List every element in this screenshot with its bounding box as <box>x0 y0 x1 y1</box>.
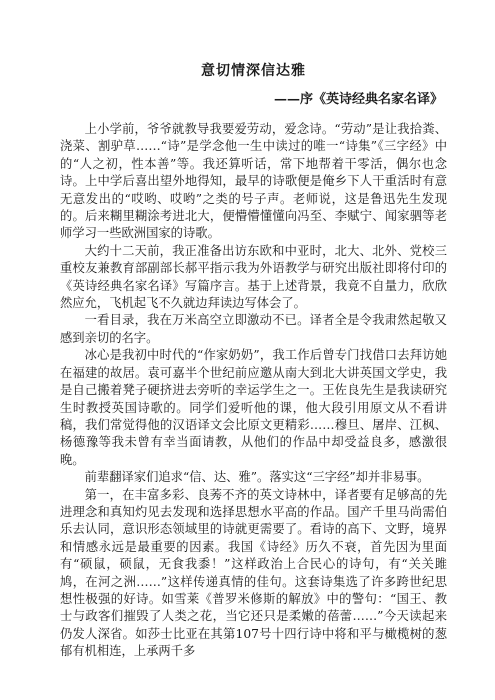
paragraph-4: 冰心是我初中时代的“作家奶奶”，我工作后曾专门找借口去拜访她在福建的故居。袁可嘉半个世纪前应邀从南大到北大讲英国文学史，我是自己搬着凳子硬挤进去旁听的幸运学生之一。王佐良先生是我读研究生时教授英国诗歌的。同学们爱听他的课，他大段引用原文从不看讲稿，我们常觉得他的汉语译文会比原文更精彩……穆旦、屠岸、江枫、杨德豫等我未曾有幸当面请教，从他们的作品中却受益良多，感激很晚。 <box>60 348 447 467</box>
paragraph-1: 上小学前，爷爷就教导我要爱劳动，爱念诗。“劳动”是让我拾粪、浇菜、割驴草……“诗”是学念他一生中读过的唯一“诗集”《三字经》中的“人之初，性本善”等。我还算听话，常下地帮着干零活，偶尔也念诗。上中学后喜出望外地得知，最早的诗歌便是俺乡下人干重活时有意无意发出的“哎哟、哎哟”之类的号子声。老师说，这是鲁迅先生发现的。后来糊里糊涂考进北大，便懵懵懂懂向冯至、李赋宁、闻家驷等老师学习一些欧洲国家的诗歌。 <box>60 122 447 241</box>
paragraph-6: 第一，在丰富多彩、良莠不齐的英文诗林中，译者要有足够高的先进理念和真知灼见去发现和选择思想水平高的作品。国产千里马尚需伯乐去认同，意识形态领域里的诗就更需要了。看诗的高下、文野，境界和情感永远是最重要的因素。我国《诗经》历久不衰，首先因为里面有“硕鼠，硕鼠，无食我黍！”这样政治上合民心的诗句，有“关关雎鸠，在河之洲……”这样传递真情的佳句。这套诗集选了许多跨世纪思想性极强的好诗。如雪莱《普罗米修斯的解放》中的警句：“国王、教士与政客们摧毁了人类之花，当它还只是柔嫩的蓓蕾……”今天读起来仍发人深省。如莎士比亚在其第107号十四行诗中将和平与橄榄树的葱郁有机相连，上承两千多 <box>60 487 447 659</box>
paragraph-3: 一看目录，我在万米高空立即激动不已。译者全是令我肃然起敬又感到亲切的名字。 <box>60 313 447 345</box>
paragraph-5: 前辈翻译家们追求“信、达、雅”。落实这“三字经”却并非易事。 <box>84 470 430 485</box>
paragraph-2: 大约十二天前，我正准备出访东欧和中亚时，北大、北外、党校三重校友兼教育部副部长郝平指示我为外语教学与研究出版社即将付印的《英诗经典名家名译》写篇序言。基于上述背景，我竟不自量力，欣欣然应允，飞机起飞不久就边拜读边写体会了。 <box>60 243 447 311</box>
document-title: 意切情深信达雅 <box>201 63 306 79</box>
document-subtitle: ——序《英诗经典名家名译》 <box>273 92 443 107</box>
